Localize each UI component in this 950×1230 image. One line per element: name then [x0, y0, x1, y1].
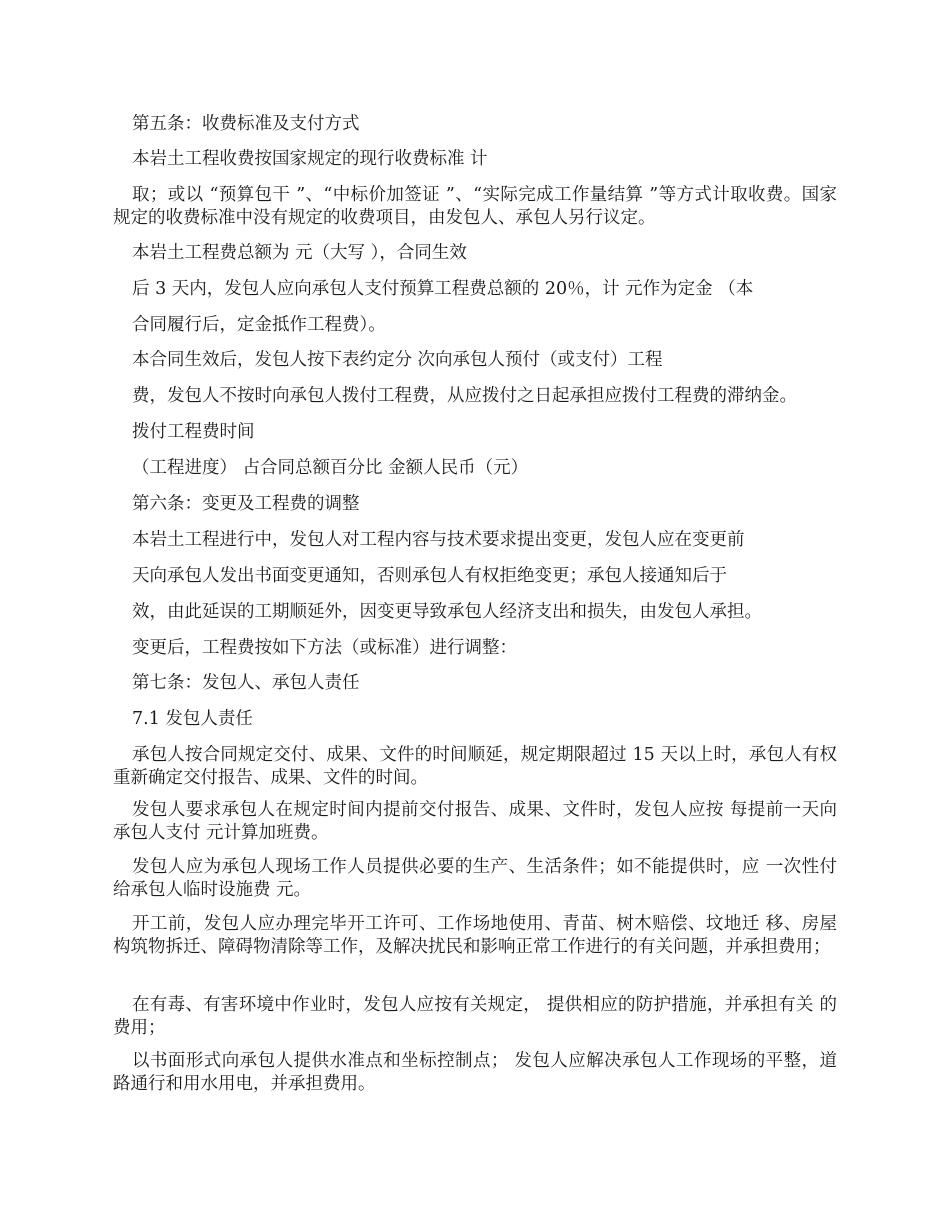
- text-line: 本岩土工程费总额为 元（大写 ），合同生效: [132, 243, 467, 263]
- text-line: 本合同生效后，发包人按下表约定分 次向承包人预付（或支付）工程: [132, 350, 663, 370]
- section-heading-7: 第七条：发包人、承包人责任: [132, 673, 360, 693]
- paragraph: 开工前，发包人应办理完毕开工许可、工作场地使用、青苗、树木赔偿、坟地迁 移、房屋构筑物拆迁、障碍物清除等工作，及解决扰民和影响正常工作进行的有关问题，并承担费用；: [113, 914, 837, 957]
- paragraph: 在有毒、有害环境中作业时，发包人应按有关规定， 提供相应的防护措施，并承担有关 的费用；: [113, 995, 837, 1038]
- paragraph: 发包人应为承包人现场工作人员提供必要的生产、生活条件；如不能提供时，应 一次性付给承包人临时设施费 元。: [113, 857, 837, 900]
- text-line: 费，发包人不按时向承包人拨付工程费，从应拨付之日起承担应拨付工程费的滞纳金。: [132, 386, 797, 406]
- table-header-line: （工程进度） 占合同总额百分比 金额人民币（元）: [132, 458, 529, 478]
- text-line: 本岩土工程收费按国家规定的现行收费标准 计: [132, 149, 488, 169]
- section-heading-6: 第六条：变更及工程费的调整: [132, 494, 360, 514]
- subsection-heading: 7.1 发包人责任: [132, 709, 253, 729]
- text-line: 天向承包人发出书面变更通知，否则承包人有权拒绝变更；承包人接通知后于: [132, 566, 727, 586]
- paragraph: 以书面形式向承包人提供水准点和坐标控制点； 发包人应解决承包人工作现场的平整，道路通行和用水用电，并承担费用。: [113, 1051, 837, 1094]
- paragraph: 发包人要求承包人在规定时间内提前交付报告、成果、文件时，发包人应按 每提前一天向承包人支付 元计算加班费。: [113, 800, 837, 843]
- paragraph: 承包人按合同规定交付、成果、文件的时间顺延，规定期限超过 15 天以上时，承包人有权重新确定交付报告、成果、文件的时间。: [113, 745, 837, 788]
- text-line: 效，由此延误的工期顺延外，因变更导致承包人经济支出和损失，由发包人承担。: [132, 602, 762, 622]
- text-line: 变更后，工程费按如下方法（或标准）进行调整：: [132, 638, 517, 658]
- text-line: 拨付工程费时间: [132, 422, 255, 442]
- paragraph: 取；或以 “预算包干 ”、“中标价加签证 ”、“实际完成工作量结算 ”等方式计取收费。国家规定的收费标准中没有规定的收费项目，由发包人、承包人另行议定。: [113, 185, 837, 228]
- text-line: 本岩土工程进行中，发包人对工程内容与技术要求提出变更，发包人应在变更前: [132, 530, 745, 550]
- text-line: 后 3 天内，发包人应向承包人支付预算工程费总额的 20％，计 元作为定金 （本: [132, 279, 754, 299]
- text-line: 合同履行后，定金抵作工程费）。: [132, 315, 386, 335]
- section-heading-5: 第五条：收费标准及支付方式: [132, 114, 360, 134]
